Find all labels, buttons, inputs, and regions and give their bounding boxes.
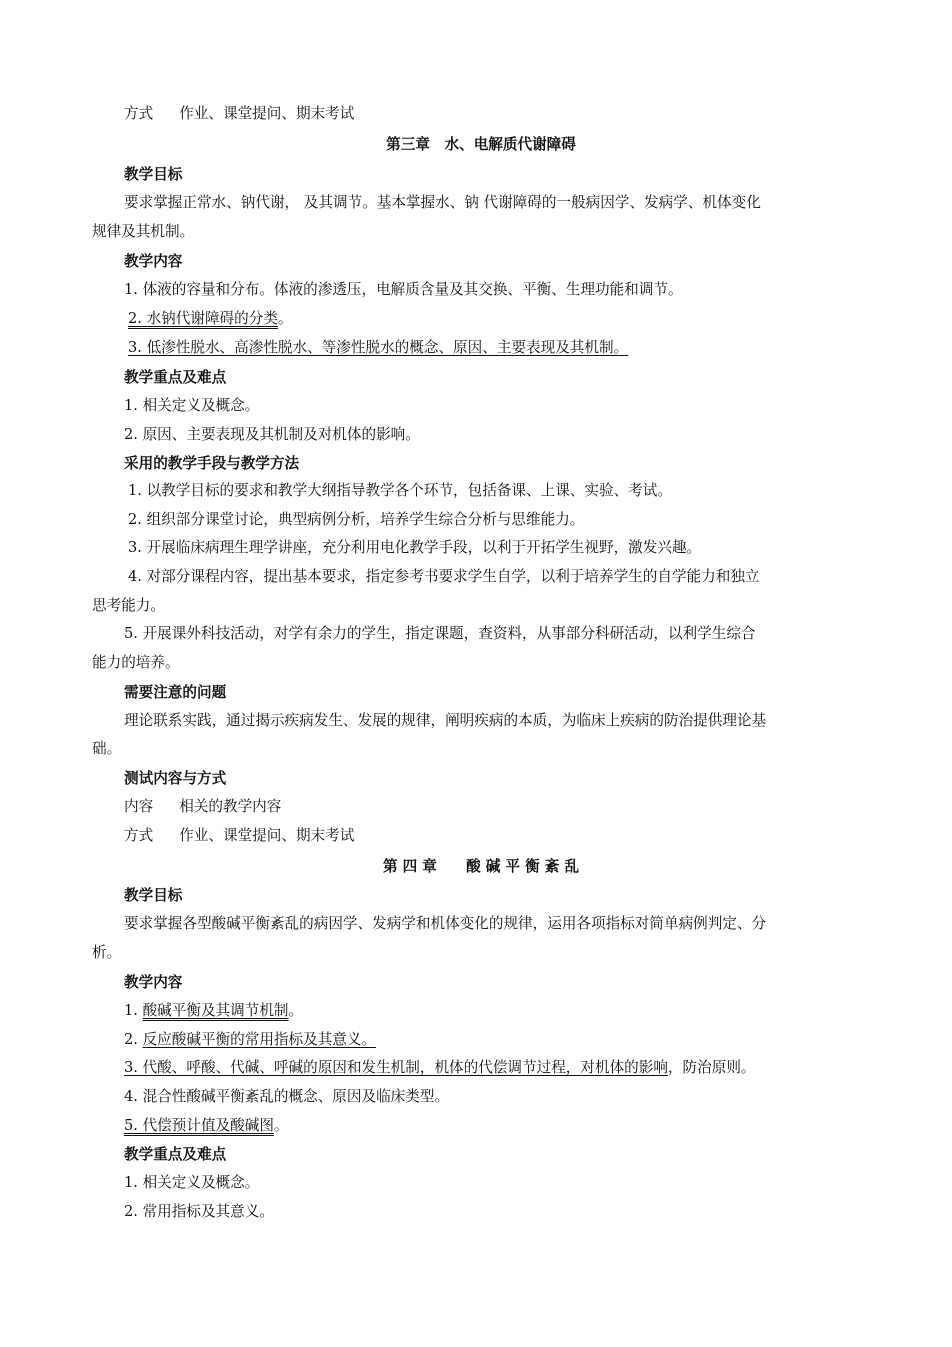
ch4-content-heading: 教学内容 (124, 974, 183, 991)
ch4-key-heading: 教学重点及难点 (124, 1146, 227, 1163)
chapter3-title: 第三章 水、电解质代谢障碍 (386, 136, 576, 153)
method-label: 方式 (124, 105, 154, 122)
ch4-goal-heading: 教学目标 (124, 887, 183, 904)
ch3-content-item-2-text: 2. 水钠代谢障碍的分类 (128, 310, 278, 327)
ch3-key-item-2: 2. 原因、主要表现及其机制及对机体的影响。 (124, 426, 420, 443)
ch3-method-item-5: 5. 开展课外科技活动，对学有余力的学生，指定课题，查资料，从事部分科研活动，以利学生综合 (124, 625, 756, 642)
ch3-test-content-line: 内容 相关的教学内容 (124, 798, 282, 815)
ch3-note-paragraph: 理论联系实践，通过揭示疾病发生、发展的规律，阐明疾病的本质，为临床上疾病的防治提供理论基 (124, 712, 767, 729)
ch4-key-item-2: 2. 常用指标及其意义。 (124, 1203, 274, 1220)
ch3-test-method-line: 方式 作业、课堂提问、期末考试 (124, 827, 355, 844)
ch4-goal-paragraph: 要求掌握各型酸碱平衡紊乱的病因学、发病学和机体变化的规律，运用各项指标对简单病例判定、分 (124, 915, 767, 932)
ch4-content-item-5: 5. 代偿预计值及酸碱图。 (124, 1117, 289, 1134)
ch3-method-item-5-cont: 能力的培养。 (92, 654, 180, 671)
ch3-goal-paragraph: 要求掌握正常水、钠代谢， 及其调节。基本掌握水、钠 代谢障碍的一般病因学、发病学、机体变化 (124, 194, 761, 211)
ch3-note-paragraph-cont: 础。 (92, 740, 122, 757)
ch4-content-item-1: 1. 酸碱平衡及其调节机制。 (124, 1002, 304, 1019)
chapter4-title: 第 四 章 酸 碱 平 衡 紊 乱 (382, 858, 580, 875)
ch3-goal-heading: 教学目标 (124, 166, 183, 183)
ch3-content-item-2: 2. 水钠代谢障碍的分类。 (128, 310, 293, 327)
ch3-key-item-1: 1. 相关定义及概念。 (124, 397, 260, 414)
ch4-content-item-4: 4. 混合性酸碱平衡紊乱的概念、原因及临床类型。 (124, 1088, 450, 1105)
ch3-method-item-2: 2. 组织部分课堂讨论，典型病例分析，培养学生综合分析与思维能力。 (128, 511, 585, 528)
ch3-key-heading: 教学重点及难点 (124, 369, 227, 386)
ch3-method-item-4-cont: 思考能力。 (92, 597, 165, 614)
ch4-key-item-1: 1. 相关定义及概念。 (124, 1174, 260, 1191)
method-value: 作业、课堂提问、期末考试 (179, 105, 355, 122)
ch3-content-item-3: 3. 低渗性脱水、高渗性脱水、等渗性脱水的概念、原因、主要表现及其机制。 (128, 339, 629, 356)
ch3-method-heading: 采用的教学手段与教学方法 (124, 455, 300, 472)
ch3-method-item-4: 4. 对部分课程内容，提出基本要求，指定参考书要求学生自学，以利于培养学生的自学能力和独立 (128, 568, 760, 585)
ch4-goal-paragraph-cont: 析。 (92, 944, 122, 961)
ch3-content-heading: 教学内容 (124, 253, 183, 270)
ch3-method-item-3: 3. 开展临床病理生理学讲座，充分利用电化教学手段，以利于开拓学生视野，激发兴趣。 (128, 539, 702, 556)
ch3-note-heading: 需要注意的问题 (124, 684, 227, 701)
prev-method-line (0, 104, 952, 124)
ch3-content-item-1: 1. 体液的容量和分布。体液的渗透压，电解质含量及其交换、平衡、生理功能和调节。 (124, 281, 683, 298)
ch3-method-item-1: 1. 以教学目标的要求和教学大纲指导教学各个环节，包括备课、上课、实验、考试。 (128, 482, 672, 499)
ch4-content-item-3: 3. 代酸、呼酸、代碱、呼碱的原因和发生机制，机体的代偿调节过程，对机体的影响，防治原则。 (124, 1059, 756, 1076)
ch3-goal-paragraph-cont: 规律及其机制。 (92, 223, 195, 240)
ch4-content-item-2: 2. 反应酸碱平衡的常用指标及其意义。 (124, 1031, 377, 1048)
ch3-test-heading: 测试内容与方式 (124, 770, 227, 787)
